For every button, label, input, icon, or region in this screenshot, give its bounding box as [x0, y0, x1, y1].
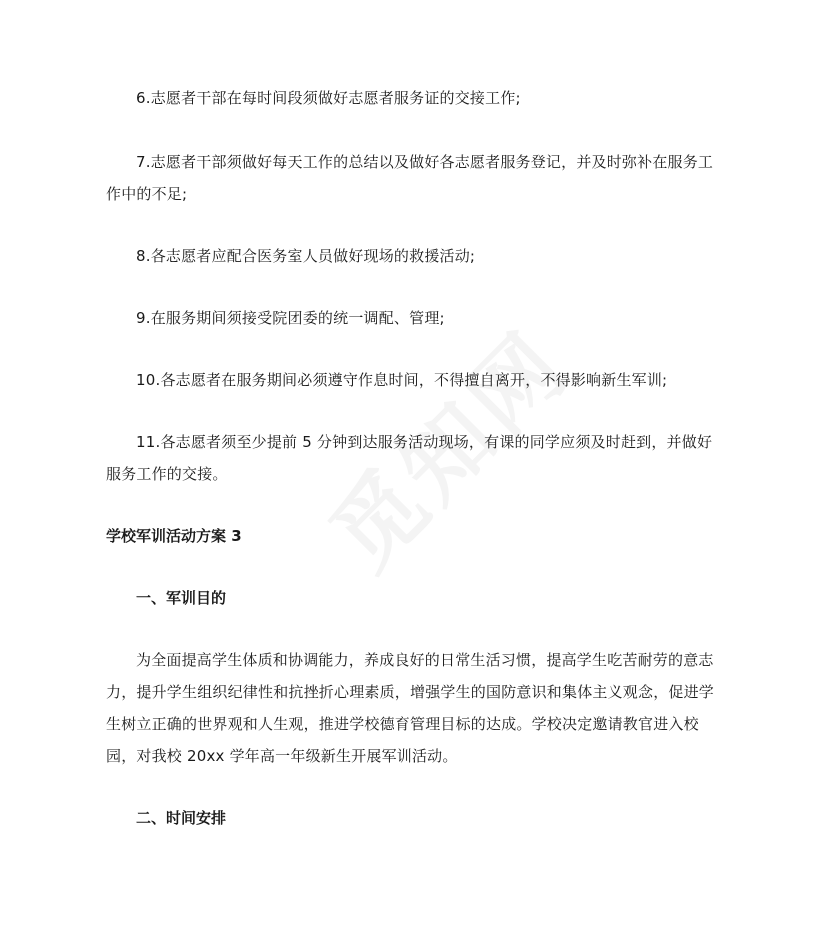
paragraph-item-10: 10.各志愿者在服务期间必须遵守作息时间，不得擅自离开，不得影响新生军训; [136, 371, 668, 389]
purpose-paragraph: 为全面提高学生体质和协调能力，养成良好的日常生活习惯，提高学生吃苦耐劳的意志力，提升学生组织纪律性和抗挫折心理素质，增强学生的国防意识和集体主义观念，促进学生树立正确的世界观和人生观，推进学校德育管理目标的达成。学校决定邀请教官进入校园，对我校 20xx 学年高一年级新生开展军训活动。 [106, 651, 715, 765]
section-heading-schedule: 二、时间安排 [136, 809, 227, 827]
paragraph-item-9: 9.在服务期间须接受院团委的统一调配、管理; [136, 309, 445, 327]
paragraph-item-8: 8.各志愿者应配合医务室人员做好现场的救援活动; [136, 247, 476, 265]
paragraph-item-11: 11.各志愿者须至少提前 5 分钟到达服务活动现场，有课的同学应须及时赶到，并做好服务工作的交接。 [106, 433, 713, 483]
paragraph-item-6: 6.志愿者干部在每时间段须做好志愿者服务证的交接工作; [136, 89, 521, 107]
paragraph-item-7: 7.志愿者干部须做好每天工作的总结以及做好各志愿者服务登记，并及时弥补在服务工作中的不足; [106, 153, 714, 203]
section-heading-purpose: 一、军训目的 [136, 589, 227, 607]
plan-title: 学校军训活动方案 3 [106, 527, 242, 545]
